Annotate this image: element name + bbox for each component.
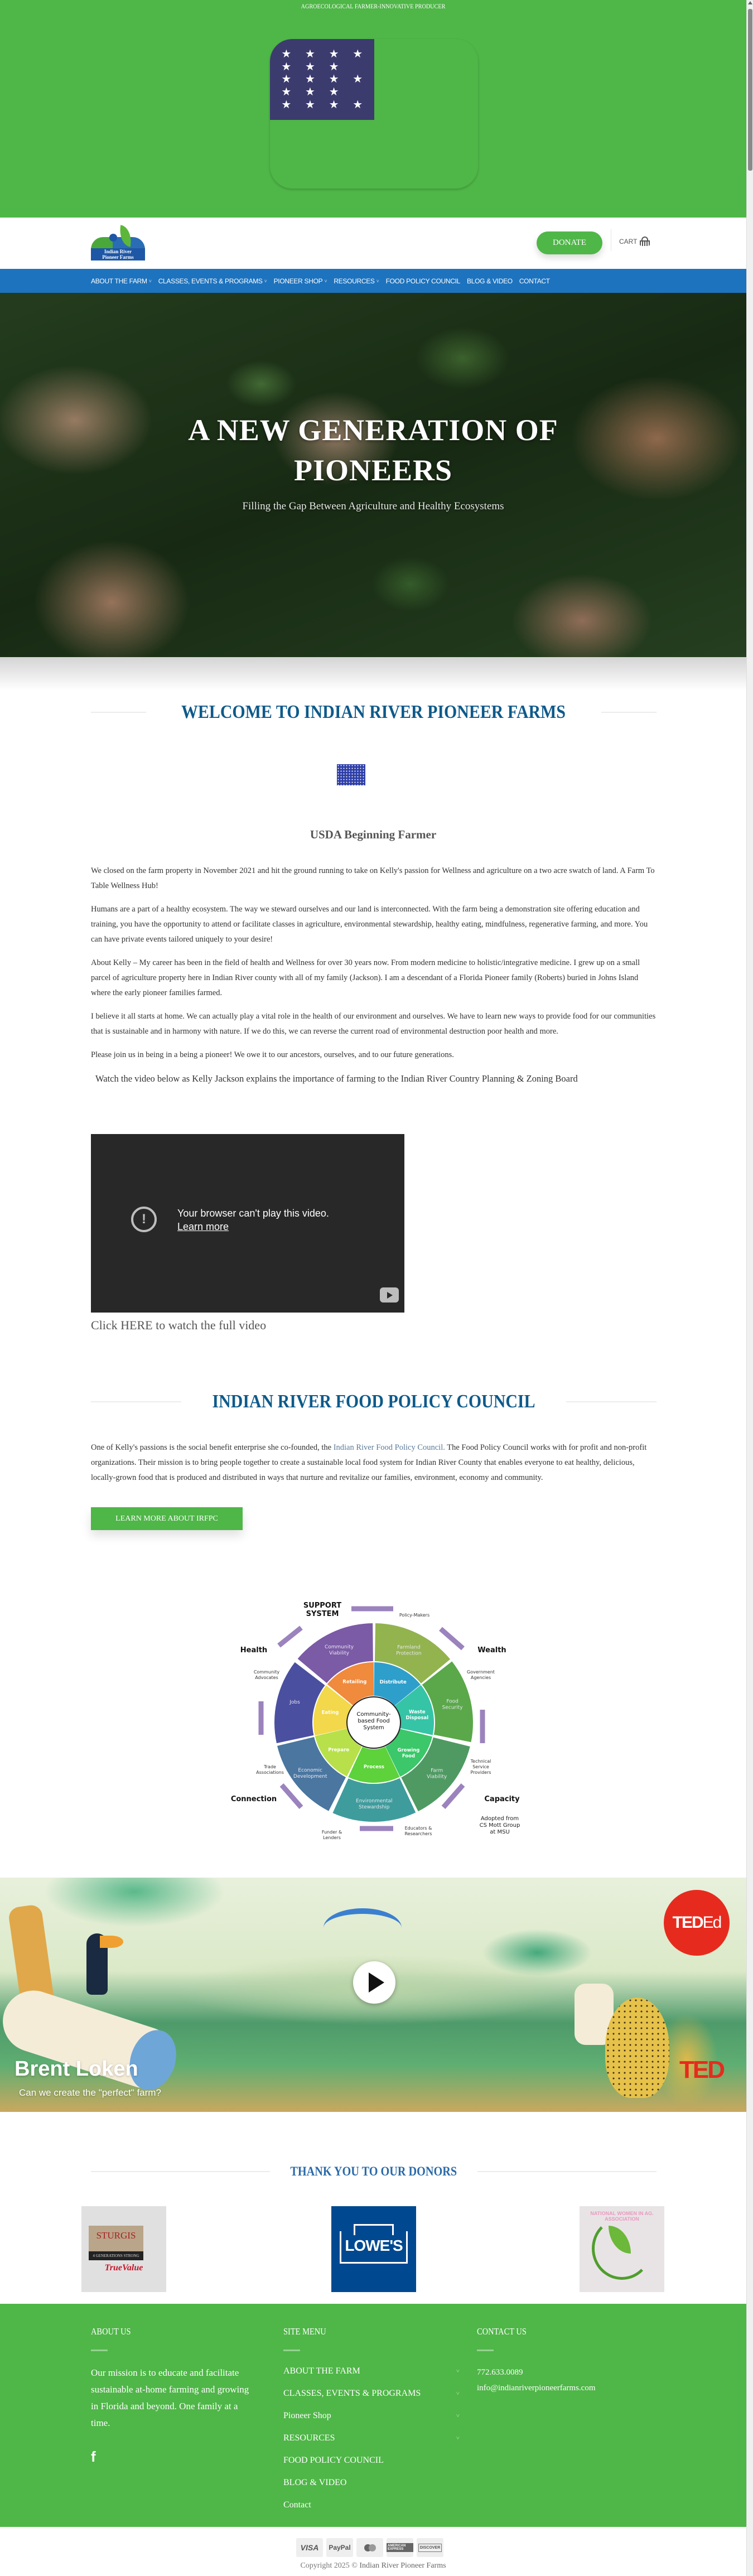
donor-logo-lowes xyxy=(331,2206,416,2292)
footer-menu-label: RESOURCES xyxy=(283,2433,335,2443)
play-button[interactable] xyxy=(353,1961,395,2004)
copyright-prefix: Copyright 2025 © xyxy=(300,2561,360,2570)
chevron-down-icon: ˅ xyxy=(264,278,267,284)
heading-underline xyxy=(477,2350,494,2351)
heading-rule xyxy=(477,2171,657,2172)
learn-more-irfpc-button[interactable]: LEARN MORE ABOUT IRFPC xyxy=(91,1507,243,1530)
corner-label-connection: Connection xyxy=(230,1795,277,1803)
welcome-paragraph: Please join us in being in a being a pioneer! We owe it to our ancestors, ourselves, and to our future generations. xyxy=(91,1050,454,1059)
logo-hill xyxy=(91,237,145,249)
footer-menu-item[interactable] xyxy=(283,2382,460,2405)
chevron-down-icon: ˅ xyxy=(376,278,379,284)
discover-text: DISCOVER xyxy=(418,2544,442,2552)
bottom-bar xyxy=(0,2527,746,2576)
nav-item-label: RESOURCES xyxy=(334,277,375,285)
inner-segment-label: Waste xyxy=(409,1709,426,1715)
person-icon xyxy=(109,234,117,242)
outer-segment-label: Development xyxy=(293,1773,327,1779)
chevron-down-icon[interactable]: ˅ xyxy=(456,2368,460,2375)
truevalue-brand: TrueValue xyxy=(104,2263,143,2273)
donors-heading xyxy=(91,2164,657,2179)
corner-label-health: Health xyxy=(240,1646,268,1654)
speaker-name: Brent Loken xyxy=(15,2057,138,2081)
mastercard-icon xyxy=(356,2538,383,2557)
click-suffix: to watch the full video xyxy=(152,1318,267,1332)
stakeholder-label: Community xyxy=(253,1670,280,1675)
hero-title-line2: PIONEERS xyxy=(293,454,453,487)
flag-canton: ★ ★ ★ ★ ★ ★ ★ ★ ★ ★ ★ ★ ★ ★ ★ ★ ★ ★ xyxy=(270,39,374,120)
donors-title: THANK YOU TO OUR DONORS xyxy=(290,2164,457,2178)
scrollbar[interactable] xyxy=(746,0,753,2576)
outer-segment-label: Environmental xyxy=(356,1798,393,1804)
credit-label: Adopted from xyxy=(480,1816,519,1822)
outer-segment-label: Farm xyxy=(431,1768,443,1774)
site-logo[interactable] xyxy=(91,226,145,261)
site-header xyxy=(0,218,746,269)
us-flag-icon xyxy=(337,764,408,803)
text-after-link: The Food Policy Council works with for profit and non-profit organizations. Their mission is to bring people together to create a sustainable local food system for Indian River County that enables everyone to eat healthy, delicious, locally-grown food that is produced and distributed in ways that nurture and revitalize our families, environment, economy and community. xyxy=(91,1443,647,1482)
inner-segment-label: Retailing xyxy=(342,1679,367,1685)
corner-label-wealth: Wealth xyxy=(477,1646,506,1654)
footer-menu-item[interactable] xyxy=(283,2427,460,2449)
copyright-name[interactable]: Indian River Pioneer Farms xyxy=(359,2561,446,2570)
stakeholder-label: Technical xyxy=(470,1759,491,1764)
outer-segment-label: Viability xyxy=(427,1774,447,1780)
discover-icon xyxy=(417,2538,443,2557)
footer-contact-heading: CONTACT US xyxy=(477,2326,527,2337)
ted-video-embed[interactable] xyxy=(0,1878,746,2112)
welcome-paragraph: Humans are a part of a healthy ecosystem. The way we steward ourselves and our land is interconnected. With the farm being a demonstration site offering education and training, you have the opportunity to attend or facilitate classes in agriculture, environmental stewardship, healthy eating, mindfulness, regenerative farming, and more. You can have private events tailored uniquely to your desire! xyxy=(91,905,648,944)
center-label: System xyxy=(363,1725,384,1731)
phone-link[interactable]: 772.633.0089 xyxy=(477,2368,523,2377)
scrollbar-thumb[interactable] xyxy=(748,9,752,171)
footer-menu-item[interactable] xyxy=(283,2405,460,2427)
donor-logo-sturgis xyxy=(81,2206,166,2292)
play-icon xyxy=(369,1972,384,1993)
youtube-icon[interactable] xyxy=(380,1287,399,1303)
welcome-text xyxy=(91,864,657,1094)
irfpc-link[interactable]: Indian River Food Policy Council. xyxy=(333,1443,445,1452)
paypal-icon: PayPal xyxy=(326,2538,353,2557)
stakeholder-label: Service xyxy=(472,1764,489,1769)
stakeholder-label: Advocates xyxy=(255,1675,278,1680)
outer-segment-label: Security xyxy=(442,1705,463,1711)
cart-label: CART xyxy=(619,238,638,245)
ted-badge-text: TED xyxy=(672,1913,703,1932)
nav-item-pioneer-shop[interactable] xyxy=(274,277,327,285)
footer-about-heading: ABOUT US xyxy=(91,2326,131,2337)
stakeholder-label: Providers xyxy=(470,1770,491,1775)
facebook-icon[interactable]: f xyxy=(91,2448,96,2465)
credit-label: CS Mott Group xyxy=(479,1822,520,1829)
outer-segment-label: Economic xyxy=(298,1767,322,1773)
footer-menu-label: BLOG & VIDEO xyxy=(283,2478,347,2487)
center-label: based Food xyxy=(358,1718,390,1724)
food-policy-title: INDIAN RIVER FOOD POLICY COUNCIL xyxy=(212,1391,535,1412)
footer-menu-item[interactable] xyxy=(283,2494,460,2516)
outer-segment-label: Food xyxy=(446,1699,458,1705)
full-video-text xyxy=(91,1318,266,1333)
nav-item-label: FOOD POLICY COUNCIL xyxy=(385,277,461,285)
footer-menu-label: CLASSES, EVENTS & PROGRAMS xyxy=(283,2389,421,2398)
stakeholder-label: Funder & xyxy=(321,1830,342,1835)
talk-title: Can we create the "perfect" farm? xyxy=(19,2087,161,2098)
us-flag-icon xyxy=(270,39,478,189)
stakeholder-label: Trade xyxy=(264,1764,276,1769)
cycle-arrow xyxy=(279,1628,301,1646)
inner-segment-label: Distribute xyxy=(379,1679,407,1685)
stakeholder-label: Agencies xyxy=(470,1675,491,1680)
full-video-link[interactable]: HERE xyxy=(120,1318,153,1332)
ted-ed-badge xyxy=(664,1890,730,1956)
email-link[interactable]: info@indianriverpioneerfarms.com xyxy=(477,2384,596,2392)
sturgis-name: STURGIS xyxy=(96,2230,136,2241)
chevron-down-icon[interactable]: ˅ xyxy=(456,2435,460,2442)
inner-segment-label: Food xyxy=(402,1753,416,1759)
footer-menu-item[interactable] xyxy=(283,2472,460,2494)
food-policy-heading xyxy=(91,1391,657,1412)
outer-segment-label: Viability xyxy=(329,1650,350,1656)
cycle-arrow xyxy=(282,1785,301,1807)
welcome-paragraph: We closed on the farm property in November 2021 and hit the ground running to take on Kelly's passion for Wellness and agriculture on a two acre swatch of land. A Farm To Table Wellness Hub! xyxy=(91,866,655,890)
footer-menu-label: ABOUT THE FARM xyxy=(283,2366,360,2376)
outer-segment-label: Stewardship xyxy=(358,1804,390,1810)
logo-text xyxy=(91,248,145,261)
heading-underline xyxy=(283,2350,300,2351)
stakeholder-label: Educators & xyxy=(404,1826,432,1831)
cycle-arrow xyxy=(441,1629,463,1648)
nav-item-resources[interactable] xyxy=(334,277,379,285)
footer-menu-item[interactable] xyxy=(283,2360,460,2382)
outer-segment-label: Farmland xyxy=(397,1644,421,1651)
text-before-link: One of Kelly's passions is the social benefit enterprise she co-founded, the xyxy=(91,1443,334,1452)
heading-rule xyxy=(91,1401,181,1402)
welcome-paragraph: About Kelly – My career has been in the field of health and Wellness for over 30 years now. From modern medicine to holistic/integrative medicine. I grew up on a small parcel of agriculture property here in Indian River county with all of my family (Jackson). I am a descendant of a Florida Pioneer family (Roberts) buried in Johns Island where the early pioneer families farmed. xyxy=(91,958,640,997)
inner-segment-label: Eating xyxy=(321,1710,339,1716)
usda-badge-text: USDA Beginning Farmer xyxy=(310,828,437,841)
video-intro: Watch the video below as Kelly Jackson explains the importance of farming to the Indian River Country Planning & Zoning Board xyxy=(95,1073,578,1084)
stakeholder-label: Policy-Makers xyxy=(399,1613,430,1618)
copyright xyxy=(0,2561,746,2570)
payment-icons xyxy=(296,2538,443,2557)
food-policy-text xyxy=(91,1440,657,1494)
footer-menu-heading: SITE MENU xyxy=(283,2326,326,2337)
nwia-name: NATIONAL WOMEN IN AG. ASSOCIATION xyxy=(590,2211,654,2222)
hero-title xyxy=(0,410,746,490)
food-policy-paragraph xyxy=(91,1440,657,1485)
inner-segment-label: Disposal xyxy=(406,1715,429,1721)
logo-text-line2: Pioneer Farms xyxy=(102,254,134,260)
video-error-message: Your browser can't play this video. xyxy=(177,1208,329,1219)
video-error xyxy=(177,1207,329,1233)
learn-more-link[interactable]: Learn more xyxy=(177,1221,229,1232)
inner-segment-label: Growing xyxy=(397,1748,420,1754)
inner-segment-label: Process xyxy=(363,1764,385,1770)
logo-text-line1: Indian River xyxy=(104,249,132,254)
hero-shadow xyxy=(0,657,746,691)
credit-label: at MSU xyxy=(490,1829,510,1835)
footer-site-menu xyxy=(283,2326,460,2516)
nav-item-contact[interactable] xyxy=(519,277,550,285)
scroll-up-arrow[interactable] xyxy=(748,1,752,4)
nav-item-label: BLOG & VIDEO xyxy=(467,277,513,285)
stakeholder-label: Associations xyxy=(256,1770,284,1775)
donor-logo-nwia xyxy=(580,2206,664,2292)
footer-contact xyxy=(477,2326,644,2396)
corner-label-support: SUPPORT xyxy=(303,1601,342,1610)
chevron-down-icon[interactable]: ˅ xyxy=(456,2390,460,2397)
food-system-diagram xyxy=(223,1595,535,1841)
hero-subtitle: Filling the Gap Between Agriculture and Healthy Ecosystems xyxy=(242,500,504,512)
welcome-heading xyxy=(91,702,657,723)
amex-icon xyxy=(387,2538,413,2557)
main-nav xyxy=(0,269,746,293)
flag-canton xyxy=(337,764,365,785)
outer-segment-label: Jobs xyxy=(289,1700,300,1706)
chevron-down-icon: ˅ xyxy=(148,278,152,284)
toucan-illustration xyxy=(86,1933,108,1995)
heading-rule xyxy=(91,2171,270,2172)
ed-badge-text: Ed xyxy=(702,1913,721,1932)
heading-rule xyxy=(601,712,657,713)
hero-title-line1: A NEW GENERATION OF xyxy=(188,413,558,447)
lowes-wordmark: LOWE'S xyxy=(345,2237,403,2254)
center-label: Community- xyxy=(356,1711,391,1718)
stakeholder-label: Researchers xyxy=(404,1831,432,1836)
click-prefix: Click xyxy=(91,1318,121,1332)
outer-segment-label: Protection xyxy=(396,1651,422,1657)
drone-illustration xyxy=(324,1908,402,1947)
footer-about-text: Our mission is to educate and facilitate sustainable at-home farming and growing in Florida and beyond. One family at a time. xyxy=(91,2367,249,2428)
video-player[interactable] xyxy=(91,1134,404,1313)
sturgis-sign xyxy=(89,2226,143,2260)
welcome-paragraph: I believe it all starts at home. We can actually play a vital role in the health of our environment and ourselves. We have to learn new ways to provide food for our communities that is sustainable and in harmony with nature. If we do this, we can reverse the current road of environmental destruction poor health and more. xyxy=(91,1012,656,1036)
heading-rule xyxy=(566,1401,657,1402)
nav-item-blog-video[interactable] xyxy=(467,277,513,285)
top-banner xyxy=(0,0,746,218)
footer-about xyxy=(91,2326,258,2466)
nav-list xyxy=(91,269,550,293)
cart-link[interactable] xyxy=(619,237,650,247)
footer-menu-label: FOOD POLICY COUNCIL xyxy=(283,2456,384,2465)
ted-logo: TED xyxy=(679,2056,723,2083)
welcome-title: WELCOME TO INDIAN RIVER PIONEER FARMS xyxy=(181,702,566,722)
banana-illustration xyxy=(605,1998,669,2098)
nav-item-label: PIONEER SHOP xyxy=(273,277,323,285)
corner-label-capacity: Capacity xyxy=(484,1795,520,1803)
nav-item-classes-events-programs[interactable] xyxy=(158,277,267,285)
warning-icon: ! xyxy=(131,1207,157,1232)
nav-item-food-policy-council[interactable] xyxy=(386,277,460,285)
outer-segment-label: Community xyxy=(324,1644,354,1650)
corner-label-support: SYSTEM xyxy=(306,1610,339,1618)
stakeholder-label: Government xyxy=(467,1670,495,1675)
sturgis-tagline: 4 GENERATIONS STRONG xyxy=(89,2251,143,2260)
inner-segment-label: Prepare xyxy=(328,1747,350,1753)
heading-underline xyxy=(91,2350,108,2351)
nav-item-label: CONTACT xyxy=(519,277,550,285)
footer-menu-label: Pioneer Shop xyxy=(283,2411,331,2420)
amex-text: AMERICAN EXPRESS xyxy=(387,2543,413,2552)
footer-menu-item[interactable] xyxy=(283,2449,460,2472)
footer-menu-list xyxy=(283,2360,460,2516)
stakeholder-label: Lenders xyxy=(323,1835,341,1840)
basket-icon xyxy=(639,237,650,247)
tagline: AGROECOLOGICAL FARMER-INNOVATIVE PRODUCER xyxy=(301,2,446,10)
site-footer xyxy=(0,2304,746,2527)
heading-rule xyxy=(91,712,146,713)
chevron-down-icon[interactable]: ˅ xyxy=(456,2413,460,2419)
nav-item-label: CLASSES, EVENTS & PROGRAMS xyxy=(158,277,263,285)
nav-item-label: ABOUT THE FARM xyxy=(91,277,147,285)
donate-button[interactable]: DONATE xyxy=(537,231,602,254)
visa-icon: VISA xyxy=(296,2538,323,2557)
hero-banner xyxy=(0,293,746,657)
chevron-down-icon: ˅ xyxy=(324,278,327,284)
footer-menu-label: Contact xyxy=(283,2500,311,2510)
nav-item-about-the-farm[interactable] xyxy=(91,277,152,285)
